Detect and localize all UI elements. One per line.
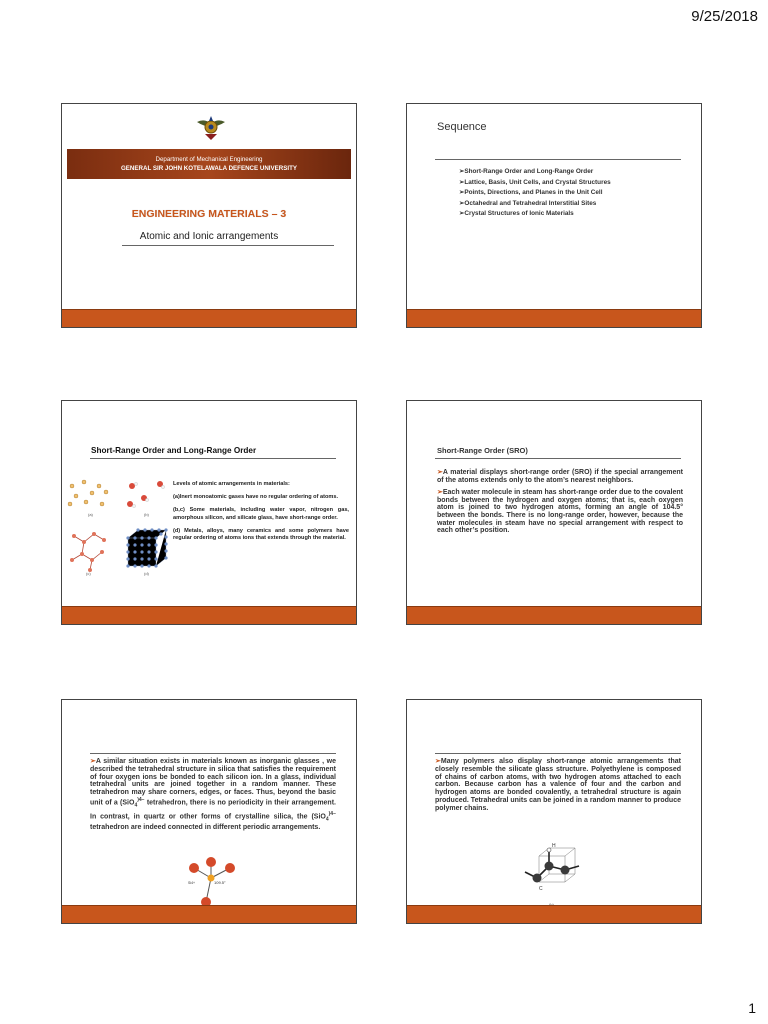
divider <box>435 458 681 459</box>
divider <box>90 458 336 459</box>
page-number: 1 <box>748 1000 756 1016</box>
department-banner <box>67 149 351 179</box>
water-molecules-figure <box>122 478 172 523</box>
divider <box>90 753 336 754</box>
divider <box>435 753 681 754</box>
handout-date: 9/25/2018 <box>691 8 758 25</box>
slide-6-polymers <box>406 699 702 924</box>
hydrogen-label: H <box>552 843 556 849</box>
levels-description <box>173 481 349 548</box>
paragraph: (d) Metals, alloys, many ceramics and some polymers have regular ordering of atoms ions that extends through the material. <box>173 527 349 542</box>
topic-list <box>459 167 611 220</box>
slide-heading: Short-Range Order (SRO) <box>437 446 528 455</box>
slide-1-title <box>61 103 357 328</box>
paragraph: (b,c) Some materials, including water vapor, nitrogen gas, amorphous silicon, and silicate glass, have short-range order. <box>173 507 349 521</box>
list-item: ➢Short-Range Order and Long-Range Order <box>459 168 594 175</box>
list-item: ➢Lattice, Basis, Unit Cells, and Crystal Structures <box>459 178 611 186</box>
gas-atoms-figure <box>66 478 116 523</box>
figure-label-b: (b) <box>144 512 149 517</box>
arrow-bullet-icon: ➢ <box>435 758 441 765</box>
ion-label: Si4+ <box>188 881 196 885</box>
slide-heading: Short-Range Order and Long-Range Order <box>91 446 257 455</box>
slide-footer-bar <box>407 905 701 923</box>
arrow-bullet-icon: ➢ <box>437 489 443 497</box>
slide-footer-bar <box>407 606 701 624</box>
paragraph: (a)Inert monoatomic gases have no regular ordering of atoms. <box>173 494 339 501</box>
course-title: ENGINEERING MATERIALS – 3 <box>131 208 287 220</box>
university-crest-icon <box>195 112 227 147</box>
list-item: ➢Crystal Structures of Ionic Materials <box>459 210 574 217</box>
university-name: GENERAL SIR JOHN KOTELAWALA DEFENCE UNIVERSITY <box>120 165 297 172</box>
slide-4-sro <box>406 400 702 625</box>
bullet-paragraph: ➢Each water molecule in steam has short-range order due to the covalent bonds between the hydrogen and oxygen atoms; that is, each oxygen atom is joined to two hydrogen atoms, forming an angle of 104.5° between the bonds. There is no long-range order, however, because the water molecules in steam have no special arrangement with respect to each other’s position. <box>437 489 683 535</box>
slide-3-order <box>61 400 357 625</box>
polymer-body: ➢Many polymers also display short-range atomic arrangements that closely resemble the silicate glass structure. Polyethylene is composed of chains of carbon atoms, with two hydrogen atoms attached to each carbon. Because carbon has a valence of four and the carbon and hydrogen atoms are bonded covalently, a tetrahedral structure is again produced. Tetrahedral units can be joined in a random manner to produce polymer chains. <box>435 758 681 812</box>
lecture-subtitle: Atomic and Ionic arrangements <box>139 231 279 242</box>
slide-footer-bar <box>407 309 701 327</box>
slide-title: Sequence <box>437 121 487 133</box>
crystal-lattice-figure <box>124 526 170 581</box>
figure-label-d: (d) <box>144 571 149 576</box>
silica-glass-figure <box>66 526 114 581</box>
figure-label-c: (c) <box>86 571 91 576</box>
sro-body <box>437 469 683 540</box>
glass-body: ➢A similar situation exists in materials known as inorganic glasses , we described the tetrahedral structure in silica that satisfies the requirement of four oxygen ions be bonded to each silicon ion. In a glass, individual tetrahedral units are joined together in a random manner. These tetrahedron may share corners, edges, or faces. Thus, beyond the basic unit of a (SiO$_4^{)4-}$ tetrahedron, there is no periodicity in their arrangement. In contrast, in quartz or other forms of crystalline silica, the (SiO$_4^{)4-}$ tetrahedron are indeed connected in different periodic arrangements. <box>90 758 336 832</box>
department-name: Department of Mechanical Engineering <box>155 156 263 163</box>
paragraph: Levels of atomic arrangements in materials: <box>173 481 290 487</box>
list-item: ➢Points, Directions, and Planes in the Unit Cell <box>459 189 603 196</box>
bullet-paragraph: ➢A material displays short-range order (SRO) if the special arrangement of the atoms extends only to the atom’s nearest neighbors. <box>437 469 683 484</box>
bond-angle-label: 109.5° <box>214 880 226 885</box>
slide-5-glasses <box>61 699 357 924</box>
figure-label-a: (a) <box>88 512 93 517</box>
slide-footer-bar <box>62 905 356 923</box>
arrow-bullet-icon: ➢ <box>90 758 96 765</box>
divider <box>435 159 681 160</box>
polyethylene-figure <box>519 838 587 912</box>
divider <box>122 245 334 246</box>
carbon-label: C <box>539 886 543 892</box>
list-item: ➢Octahedral and Tetrahedral Interstitial Sites <box>459 199 597 207</box>
slide-2-sequence <box>406 103 702 328</box>
slide-footer-bar <box>62 606 356 624</box>
slide-footer-bar <box>62 309 356 327</box>
arrow-bullet-icon: ➢ <box>437 469 443 476</box>
